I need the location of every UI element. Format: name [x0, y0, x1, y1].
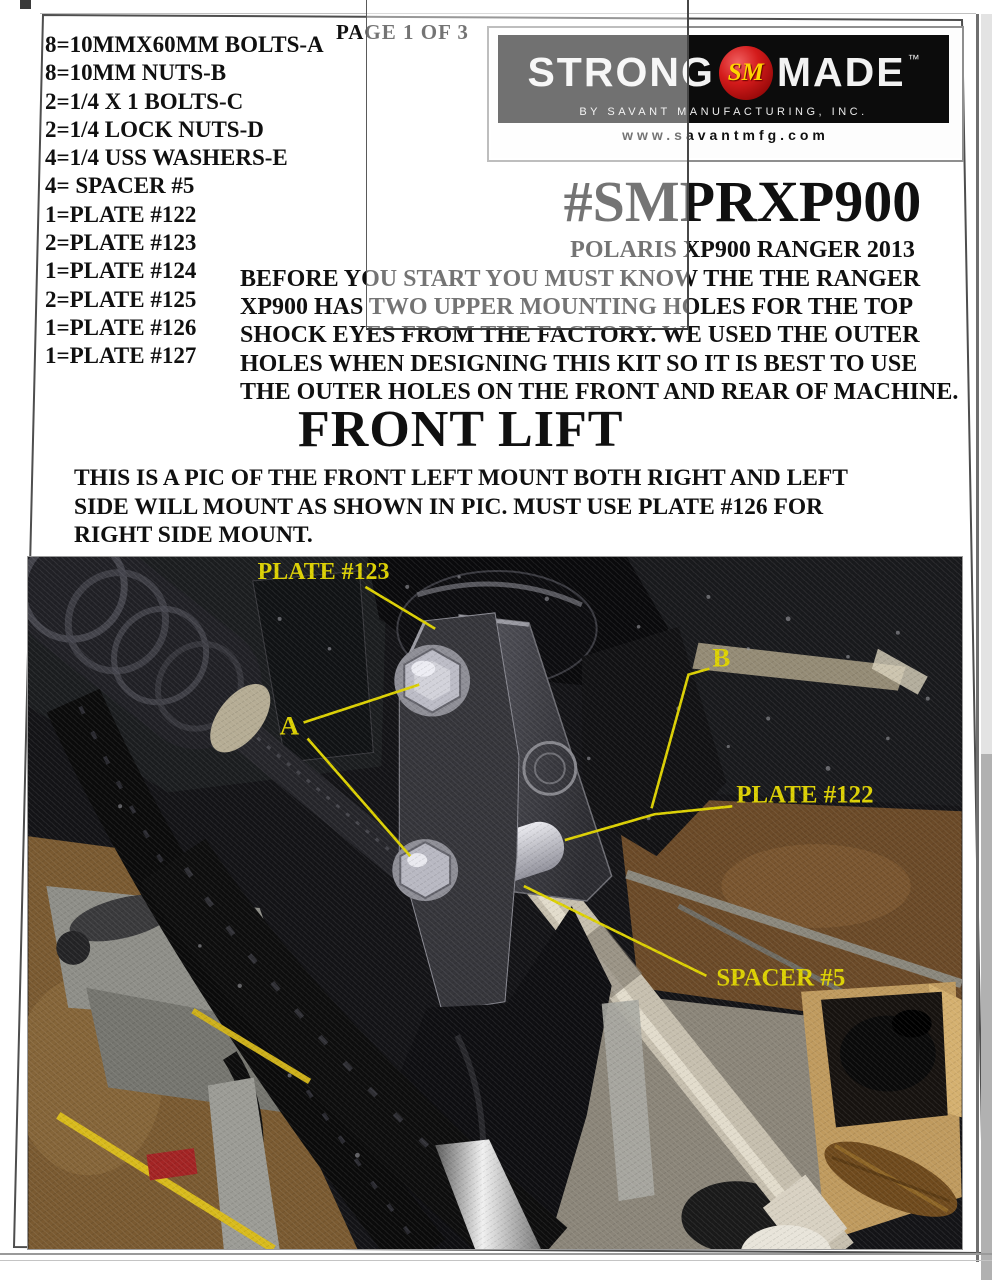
parts-list-item: 1=PLATE #126 — [45, 314, 197, 340]
vehicle-subtitle: POLARIS XP900 RANGER 2013 — [570, 237, 915, 263]
parts-list-item: 2=PLATE #125 — [45, 286, 197, 312]
parts-list-item: 1=PLATE #124 — [45, 258, 197, 284]
logo-word-made: MADE — [776, 48, 906, 95]
parts-list-item: 1=PLATE #122 — [45, 201, 197, 227]
annotation-b: B — [712, 642, 731, 673]
sm-badge-icon: SM — [719, 46, 773, 100]
install-photo-art — [28, 557, 962, 1249]
logo-tagline: BY SAVANT MANUFACTURING, INC. — [579, 106, 868, 118]
front-lift-heading: FRONT LIFT — [298, 401, 624, 458]
page-bottom-edge-line — [0, 1260, 992, 1261]
parts-list-item: 2=1/4 X 1 BOLTS-C — [45, 88, 244, 114]
annotation-plate-122: PLATE #122 — [736, 781, 874, 809]
parts-list-item: 4=1/4 USS WASHERS-E — [45, 145, 288, 171]
page-number-label: PAGE 1 OF 3 — [336, 20, 469, 44]
trademark-symbol: ™ — [907, 52, 920, 66]
caption-line: SIDE WILL MOUNT AS SHOWN IN PIC. MUST USE PLATE #126 FOR — [74, 493, 824, 520]
photo-bottom-frame-line — [0, 1253, 992, 1255]
annotation-spacer-5: SPACER #5 — [716, 964, 846, 992]
parts-list-item: 1=PLATE #127 — [45, 343, 197, 369]
photo-caption-paragraph — [74, 464, 848, 550]
annotation-plate-123: PLATE #123 — [257, 558, 390, 585]
parts-list-item: 8=10MM NUTS-B — [45, 60, 227, 86]
scan-right-margin-top — [981, 14, 992, 754]
scan-right-margin-bottom — [981, 754, 992, 1280]
install-photo — [27, 556, 963, 1250]
parts-list-item: 2=PLATE #123 — [45, 230, 197, 256]
intro-line: SHOCK EYES FROM THE FACTORY. WE USED THE OUTER — [240, 322, 920, 349]
annotation-a: A — [279, 710, 300, 741]
intro-line: HOLES WHEN DESIGNING THIS KIT SO IT IS BEST TO USE — [240, 350, 918, 377]
strongmade-logo — [487, 26, 964, 162]
scan-right-edge-line — [976, 14, 979, 1262]
logo-word-strong: STRONG — [527, 48, 715, 95]
intro-paragraph — [240, 265, 958, 406]
intro-line: THE OUTER HOLES ON THE FRONT AND REAR OF MACHINE. — [240, 378, 959, 405]
parts-list-item: 8=10MMX60MM BOLTS-A — [45, 32, 324, 57]
parts-list-item: 4= SPACER #5 — [45, 173, 195, 199]
intro-line: XP900 HAS TWO UPPER MOUNTING HOLES FOR THE TOP — [240, 294, 913, 321]
caption-line: RIGHT SIDE MOUNT. — [74, 522, 313, 548]
parts-list-item: 2=1/4 LOCK NUTS-D — [45, 116, 264, 142]
logo-website: www.savantmfg.com — [622, 127, 829, 143]
caption-line: THIS IS A PIC OF THE FRONT LEFT MOUNT BOTH RIGHT AND LEFT — [74, 465, 848, 491]
product-sku-heading: #SMPRXP900 — [563, 169, 922, 234]
intro-line: BEFORE YOU START YOU MUST KNOW THE THE RANGER — [240, 266, 921, 292]
logo-black-banner — [498, 35, 949, 123]
